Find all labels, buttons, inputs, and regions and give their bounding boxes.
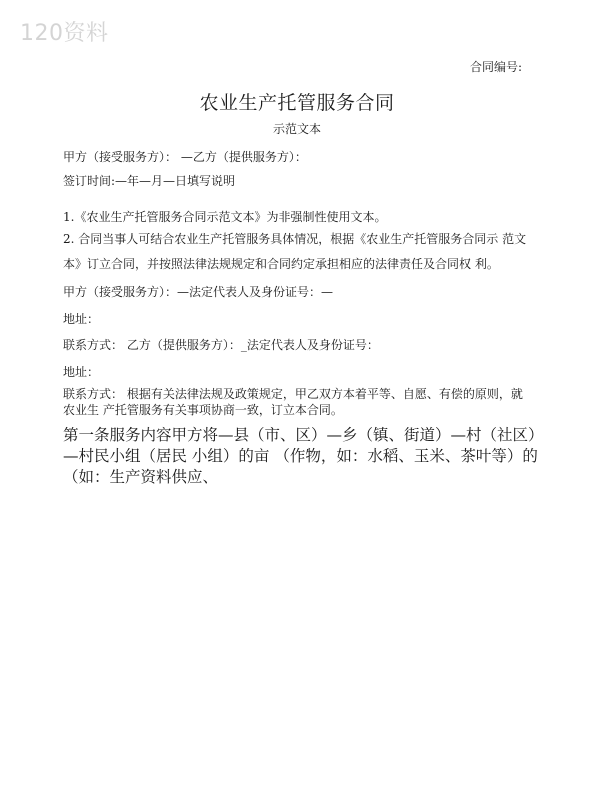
address-1: 地址： [63, 312, 100, 326]
note-1: 1.《农业生产托管服务合同示范文本》为非强制性使用文本。 [63, 210, 387, 224]
document-subtitle: 示范文本 [272, 122, 321, 136]
contract-number-label: 合同编号: [469, 60, 522, 74]
article-1-text: 第一条服务内容甲方将—县（市、区）—乡（镇、街道）—村（社区）—村民小组（居民 小组）的亩 （作物，如：水稻、玉米、茶叶等）的（如：生产资料供应、 [63, 426, 538, 486]
parties-line: 甲方（接受服务方）： —乙方（提供服务方）： [63, 150, 307, 164]
address-2: 地址： [63, 365, 100, 379]
note-2: 2. 合同当事人可结合农业生产托管服务具体情况，根据《农业生产托管服务合同示 范文本》订立合同，并按照法律法规规定和合同约定承担相应的法律责任及合同权 利。 [63, 232, 527, 271]
contact-1: 联系方式： 乙方（提供服务方）：_法定代表人及身份证号： [63, 338, 379, 352]
document-title: 农业生产托管服务合同 [199, 92, 395, 114]
contact-2-preamble: 联系方式： 根据有关法律法规及政策规定，甲乙双方本着平等、自愿、有偿的原则，就农业生 产托管服务有关事项协商一致，订立本合同。 [63, 387, 523, 417]
party-a-line: 甲方（接受服务方）：—法定代表人及身份证号：— [63, 285, 334, 299]
sign-time-line: 签订时间:—年—月—日填写说明 [63, 174, 236, 188]
watermark-logo: 120资料 [20, 21, 109, 46]
